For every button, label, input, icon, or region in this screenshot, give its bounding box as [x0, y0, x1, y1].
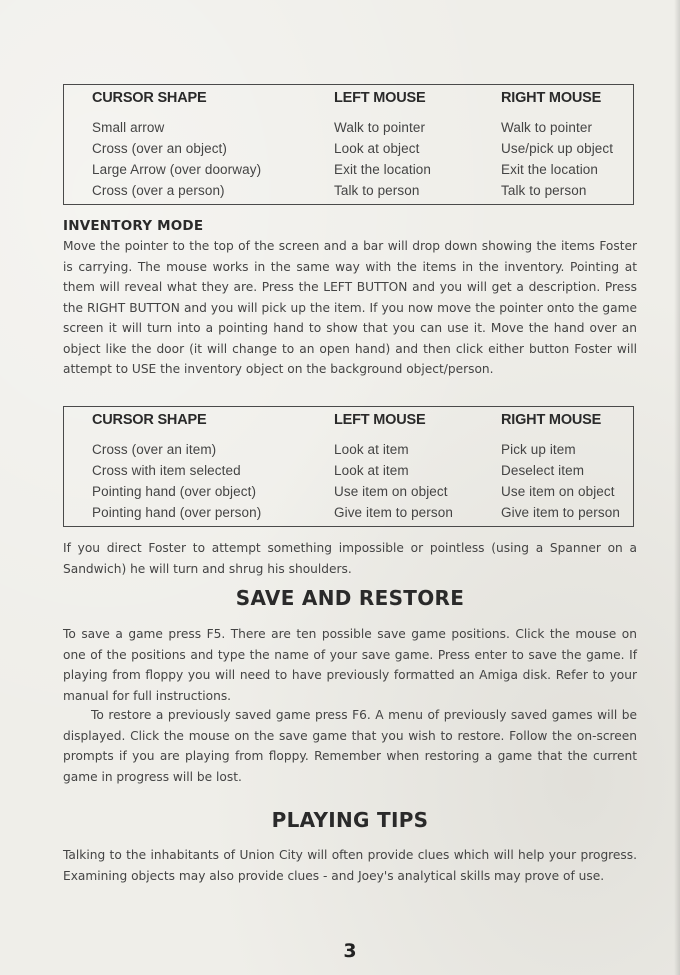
table-cell: Cross (over an object): [92, 141, 227, 156]
table-cell: Exit the location: [501, 162, 599, 177]
playing-tips-text: Talking to the inhabitants of Union City will often provide clues which will help your progress. Examining objects may also provide clues - and Joey's analytical skills may prove of use.: [63, 848, 637, 883]
table-cell: Deselect item: [501, 463, 585, 478]
column-header-left-mouse: LEFT MOUSE: [334, 90, 426, 106]
table-cell: Look at item: [334, 442, 409, 457]
table-cell: Walk to pointer: [501, 120, 593, 135]
table-cell: Give item to person: [334, 505, 453, 520]
table-cell: Talk to person: [334, 183, 420, 198]
mouse-controls-table: [63, 84, 634, 205]
column-header-cursor-shape: CURSOR SHAPE: [92, 90, 207, 106]
table-cell: Large Arrow (over doorway): [92, 162, 262, 177]
column-header-right-mouse: RIGHT MOUSE: [501, 412, 602, 428]
column-header-left-mouse: LEFT MOUSE: [334, 412, 426, 428]
table-cell: Use/pick up object: [501, 141, 614, 156]
save-instructions: To save a game press F5. There are ten possible save game positions. Click the mouse on one of the positions and type the name of your save game. Press enter to save the game. If playing from floppy you will need to have previously formatted an Amiga disk. Refer to your manual for full instructions.: [63, 627, 637, 703]
table-cell: Small arrow: [92, 120, 165, 135]
table-cell: Use item on object: [501, 484, 615, 499]
table-cell: Talk to person: [501, 183, 587, 198]
table-cell: Cross (over a person): [92, 183, 225, 198]
column-header-right-mouse: RIGHT MOUSE: [501, 90, 602, 106]
table-cell: Pointing hand (over person): [92, 505, 262, 520]
restore-instructions: [63, 705, 637, 787]
table-cell: Pick up item: [501, 442, 576, 457]
page-number: 3: [343, 940, 357, 962]
table-cell: Look at object: [334, 141, 420, 156]
inventory-controls-table: [63, 406, 634, 527]
table-cell: Look at item: [334, 463, 409, 478]
table-cell: Pointing hand (over object): [92, 484, 257, 499]
table-cell: Give item to person: [501, 505, 620, 520]
table-cell: Walk to pointer: [334, 120, 426, 135]
playing-tips-title: PLAYING TIPS: [271, 808, 429, 832]
table-cell: Use item on object: [334, 484, 448, 499]
impossible-action-text: If you direct Foster to attempt something impossible or pointless (using a Spanner on a Sandwich) he will turn and shrug his shoulders.: [63, 541, 637, 576]
column-header-cursor-shape: CURSOR SHAPE: [92, 412, 207, 428]
table-cell: Cross with item selected: [92, 463, 241, 478]
table-cell: Exit the location: [334, 162, 432, 177]
table-cell: Cross (over an item): [92, 442, 217, 457]
inventory-mode-heading: INVENTORY MODE: [63, 218, 204, 234]
save-restore-title: SAVE AND RESTORE: [235, 586, 465, 610]
restore-instructions-text: To restore a previously saved game press F6. A menu of previously saved games will be displayed. Click the mouse on the save game that you wish to restore. Follow the on-screen prompts if you are playing from floppy. Remember when restoring a game that the current game in progress will be lost.: [63, 708, 637, 784]
inventory-mode-text: Move the pointer to the top of the screen and a bar will drop down showing the items Foster is carrying. The mouse works in the same way with the items in the inventory. Pointing at them will reveal what they are. Press the LEFT BUTTON and you will get a description. Press the RIGHT BUTTON and you will pick up the item. If you now move the pointer onto the game screen it will turn into a pointing hand to show that you can use it. Move the hand over an object like the door (it will change to an open hand) and then click either button Foster will attempt to USE the inventory object on the background object/person.: [63, 239, 637, 376]
